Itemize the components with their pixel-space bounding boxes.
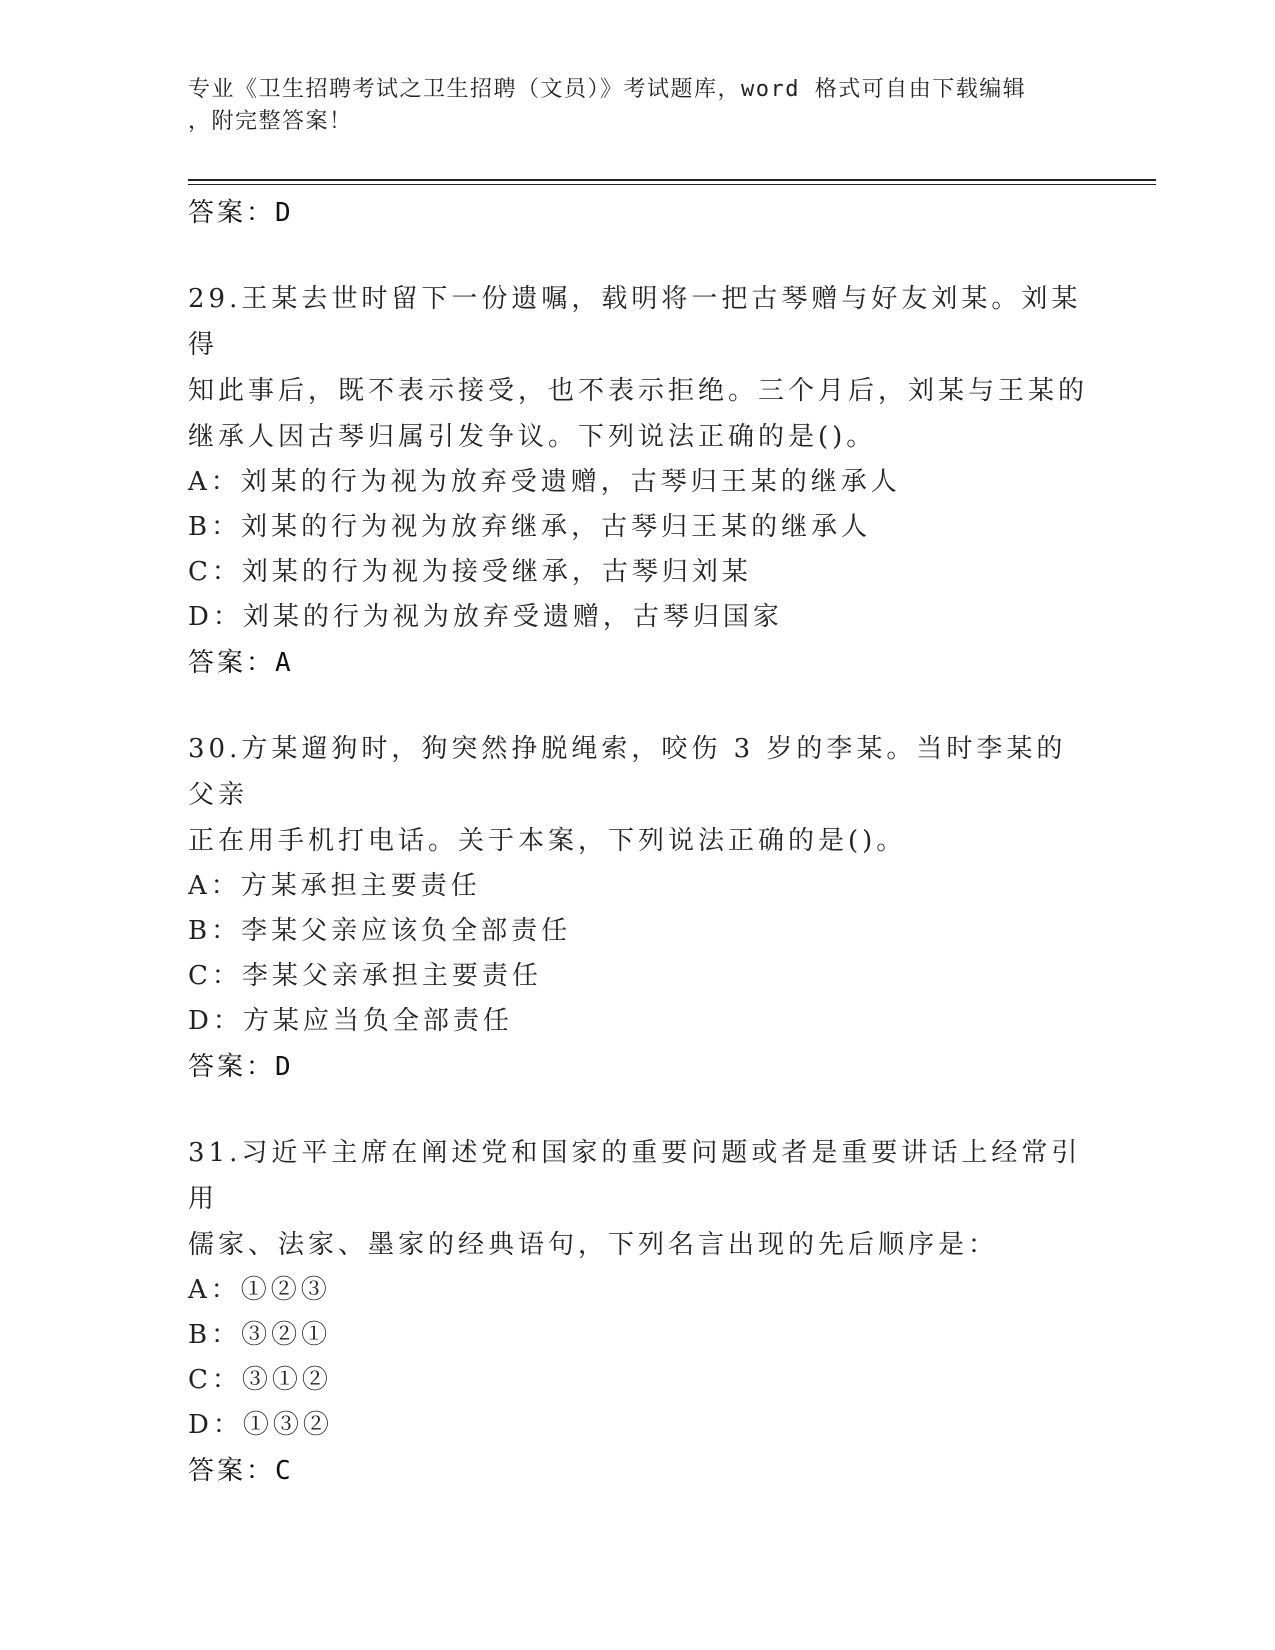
header-divider-thick <box>188 179 1156 181</box>
answer <box>188 1044 1088 1090</box>
question-29 <box>188 276 1088 686</box>
option-b: B：李某父亲应该负全部责任 <box>188 916 572 946</box>
page-header <box>188 74 1088 138</box>
question-line: 正在用手机打电话。关于本案，下列说法正确的是()。 <box>188 826 907 856</box>
option-b: B：刘某的行为视为放弃继承，古琴归王某的继承人 <box>188 512 872 542</box>
spacer <box>188 686 1088 726</box>
answer-label: 答案： <box>188 648 276 678</box>
option-d: D：方某应当负全部责任 <box>188 1006 513 1036</box>
question-list <box>188 190 1088 1494</box>
answer-label: 答案： <box>188 1456 276 1486</box>
question-line: 31.习近平主席在阐述党和国家的重要问题或者是重要讲话上经常引用 <box>188 1138 1082 1214</box>
previous-answer <box>188 190 1088 236</box>
answer <box>188 640 1088 686</box>
header-line-1: 专业《卫生招聘考试之卫生招聘（文员）》考试题库，word 格式可自由下载编辑 <box>188 77 1027 102</box>
option-d: D：①③② <box>188 1410 333 1440</box>
answer-value: D <box>275 1052 293 1082</box>
question-line: 29.王某去世时留下一份遗嘱，载明将一把古琴赠与好友刘某。刘某得 <box>188 284 1082 360</box>
spacer <box>188 236 1088 276</box>
option-d: D：刘某的行为视为放弃受遗赠，古琴归国家 <box>188 602 783 632</box>
header-line-2: ，附完整答案！ <box>188 109 353 134</box>
answer-value: D <box>275 198 293 228</box>
answer-label: 答案： <box>188 1052 276 1082</box>
question-31 <box>188 1130 1088 1494</box>
option-c: C：③①② <box>188 1365 332 1395</box>
header-divider-thin <box>188 184 1156 185</box>
option-c: C：刘某的行为视为接受继承，古琴归刘某 <box>188 557 752 587</box>
question-line: 知此事后，既不表示接受，也不表示拒绝。三个月后，刘某与王某的 <box>188 376 1089 406</box>
question-line: 儒家、法家、墨家的经典语句，下列名言出现的先后顺序是： <box>188 1230 999 1260</box>
question-line: 继承人因古琴归属引发争议。下列说法正确的是()。 <box>188 422 877 452</box>
answer <box>188 1448 1088 1494</box>
question-line: 30.方某遛狗时，狗突然挣脱绳索，咬伤 3 岁的李某。当时李某的父亲 <box>188 734 1067 810</box>
option-b: B：③②① <box>188 1320 332 1350</box>
answer-label: 答案： <box>188 198 276 228</box>
answer-value: A <box>275 648 293 678</box>
option-a: A：方某承担主要责任 <box>188 871 481 901</box>
answer-value: C <box>275 1456 293 1486</box>
option-c: C：李某父亲承担主要责任 <box>188 961 542 991</box>
option-a: A：①②③ <box>188 1275 331 1305</box>
option-a: A：刘某的行为视为放弃受遗赠，古琴归王某的继承人 <box>188 467 901 497</box>
question-30 <box>188 726 1088 1090</box>
spacer <box>188 1090 1088 1130</box>
